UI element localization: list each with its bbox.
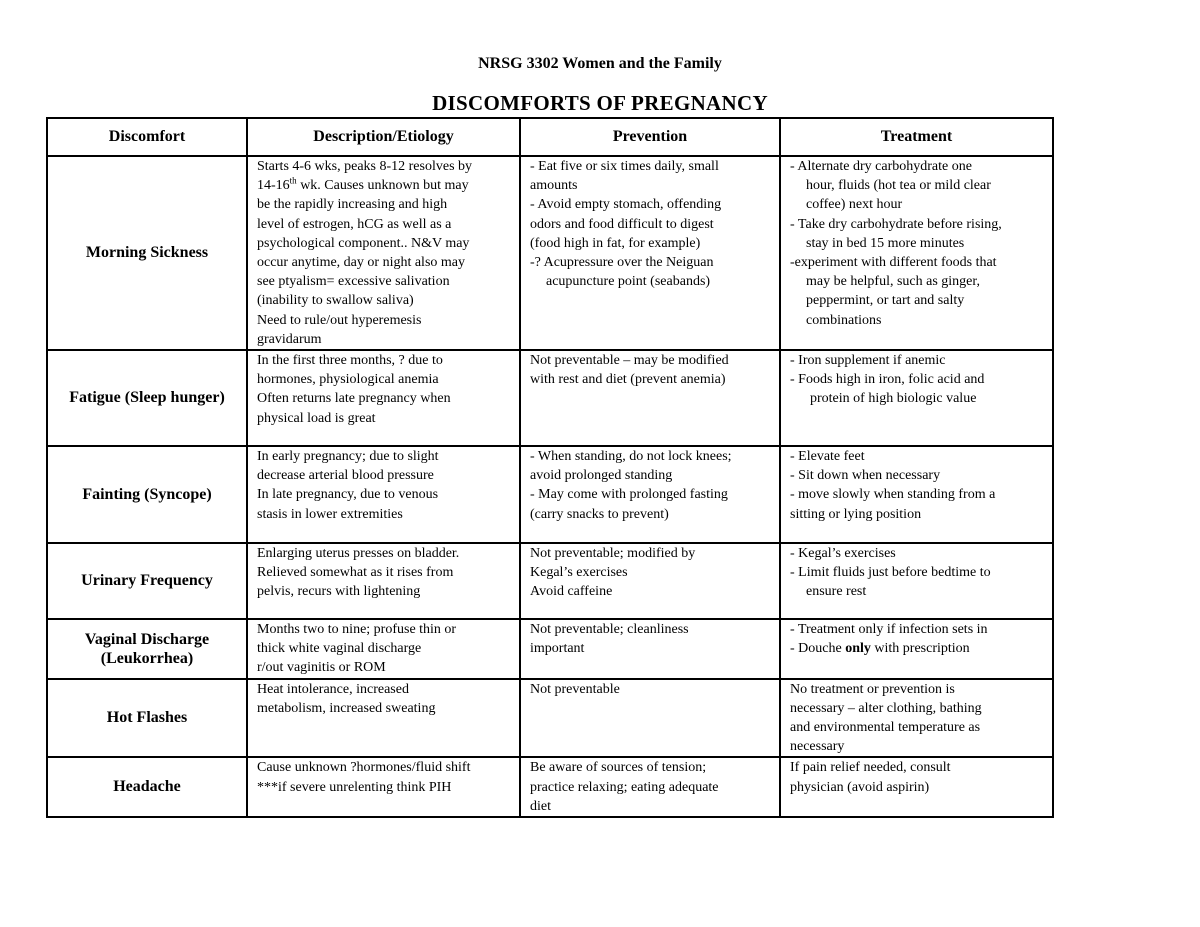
table-row (47, 350, 1053, 446)
prevention-cell (520, 679, 780, 758)
course-title: NRSG 3302 Women and the Family (478, 55, 722, 72)
cell-line: necessary (790, 739, 845, 755)
treatment-cell (780, 619, 1053, 679)
cell-line: acupuncture point (seabands) (546, 274, 711, 290)
discomfort-line: (Leukorrhea) (100, 649, 194, 667)
cell-line: - Douche only with prescription (790, 641, 970, 657)
cell-line: gravidarum (257, 331, 322, 347)
cell-line: hour, fluids (hot tea or mild clear (806, 178, 991, 194)
discomfort-line: Vaginal Discharge (84, 630, 210, 648)
description-cell (247, 619, 520, 679)
column-header: Treatment (780, 118, 1053, 156)
cell-line: protein of high biologic value (810, 391, 977, 407)
discomfort-cell: Morning Sickness (47, 156, 247, 350)
cell-line: (food high in fat, for example) (530, 235, 701, 251)
cell-line: Enlarging uterus presses on bladder. (257, 546, 460, 562)
cell-line: with rest and diet (prevent anemia) (530, 372, 726, 388)
discomfort-cell (47, 619, 247, 679)
cell-line: coffee) next hour (806, 197, 903, 213)
cell-line: physical load is great (257, 410, 376, 426)
cell-line: - Elevate feet (790, 449, 865, 465)
cell-line: metabolism, increased sweating (257, 700, 436, 716)
discomforts-table (46, 117, 1054, 818)
cell-line: In late pregnancy, due to venous (257, 487, 439, 503)
column-header: Prevention (520, 118, 780, 156)
cell-line: In the first three months, ? due to (257, 353, 443, 369)
cell-line: Heat intolerance, increased (257, 681, 409, 697)
cell-line: stay in bed 15 more minutes (806, 235, 965, 251)
cell-line: sitting or lying position (790, 506, 922, 522)
cell-line: ensure rest (806, 584, 867, 600)
cell-line: amounts (530, 178, 578, 194)
treatment-cell (780, 446, 1053, 543)
cell-line: be the rapidly increasing and high (257, 197, 448, 213)
cell-line: pelvis, recurs with lightening (257, 584, 421, 600)
cell-line: 14-16th wk. Causes unknown but may (257, 175, 469, 194)
prevention-cell (520, 619, 780, 679)
prevention-cell (520, 446, 780, 543)
cell-line: practice relaxing; eating adequate (530, 779, 719, 795)
table-row (47, 619, 1053, 679)
prevention-cell (520, 543, 780, 619)
description-cell (247, 757, 520, 817)
cell-line: Not preventable – may be modified (530, 353, 729, 369)
prevention-cell (520, 350, 780, 446)
table-header-row (47, 118, 1053, 156)
cell-line: necessary – alter clothing, bathing (790, 700, 982, 716)
cell-line: and environmental temperature as (790, 720, 981, 736)
treatment-cell (780, 679, 1053, 758)
cell-line: - When standing, do not lock knees; (530, 449, 732, 465)
cell-line: hormones, physiological anemia (257, 372, 439, 388)
cell-line: - Eat five or six times daily, small (530, 159, 719, 174)
cell-line: Often returns late pregnancy when (257, 391, 451, 407)
cell-line: If pain relief needed, consult (790, 760, 951, 776)
description-cell (247, 350, 520, 446)
cell-line: avoid prolonged standing (530, 468, 673, 484)
cell-line: - Treatment only if infection sets in (790, 622, 988, 638)
cell-line: - move slowly when standing from a (790, 487, 996, 503)
cell-line: see ptyalism= excessive salivation (257, 274, 450, 290)
cell-line: No treatment or prevention is (790, 681, 955, 697)
discomfort-cell: Fainting (Syncope) (47, 446, 247, 543)
cell-line: (inability to swallow saliva) (257, 293, 414, 309)
table-row (47, 156, 1053, 350)
cell-line: occur anytime, day or night also may (257, 255, 465, 271)
column-header: Description/Etiology (247, 118, 520, 156)
cell-line: In early pregnancy; due to slight (257, 449, 439, 465)
cell-line: Not preventable (530, 681, 620, 697)
cell-line: Relieved somewhat as it rises from (257, 565, 454, 581)
cell-line: level of estrogen, hCG as well as a (257, 216, 452, 232)
treatment-cell (780, 543, 1053, 619)
cell-line: - Kegal’s exercises (790, 546, 896, 562)
cell-line: Need to rule/out hyperemesis (257, 312, 422, 328)
cell-line: physician (avoid aspirin) (790, 779, 930, 795)
prevention-cell (520, 156, 780, 350)
cell-line: Cause unknown ?hormones/fluid shift (257, 760, 471, 776)
cell-line: Kegal’s exercises (530, 565, 628, 581)
cell-line: odors and food difficult to digest (530, 216, 714, 232)
cell-line: - Limit fluids just before bedtime to (790, 565, 991, 581)
cell-line: - Take dry carbohydrate before rising, (790, 216, 1002, 232)
cell-line: r/out vaginitis or ROM (257, 660, 386, 676)
treatment-cell (780, 350, 1053, 446)
treatment-cell (780, 156, 1053, 350)
cell-line: Avoid caffeine (530, 584, 613, 600)
cell-line: combinations (806, 312, 882, 328)
table-row (47, 757, 1053, 817)
cell-line: Be aware of sources of tension; (530, 760, 707, 776)
cell-line: Months two to nine; profuse thin or (257, 622, 457, 638)
table-row (47, 679, 1053, 758)
cell-line: (carry snacks to prevent) (530, 506, 669, 522)
cell-line: -? Acupressure over the Neiguan (530, 255, 714, 271)
cell-line: - Sit down when necessary (790, 468, 941, 484)
column-header: Discomfort (47, 118, 247, 156)
cell-line: Not preventable; cleanliness (530, 622, 689, 638)
cell-line: -experiment with different foods that (790, 255, 997, 271)
cell-line: psychological component.. N&V may (257, 235, 470, 251)
discomfort-cell: Headache (47, 757, 247, 817)
cell-line: ***if severe unrelenting think PIH (257, 779, 452, 795)
description-cell (247, 679, 520, 758)
cell-line: - May come with prolonged fasting (530, 487, 728, 503)
page-title: DISCOMFORTS OF PREGNANCY (432, 91, 768, 115)
description-cell (247, 446, 520, 543)
discomfort-cell: Fatigue (Sleep hunger) (47, 350, 247, 446)
description-cell (247, 543, 520, 619)
table-row (47, 543, 1053, 619)
cell-line: thick white vaginal discharge (257, 641, 422, 657)
cell-line: peppermint, or tart and salty (806, 293, 965, 309)
cell-line: important (530, 641, 585, 657)
cell-line: - Iron supplement if anemic (790, 353, 946, 369)
cell-line: Not preventable; modified by (530, 546, 696, 562)
cell-line: - Alternate dry carbohydrate one (790, 159, 972, 174)
table-row (47, 446, 1053, 543)
cell-line: may be helpful, such as ginger, (806, 274, 981, 290)
treatment-cell (780, 757, 1053, 817)
cell-line: stasis in lower extremities (257, 506, 403, 522)
discomfort-cell: Hot Flashes (47, 679, 247, 758)
cell-line: Starts 4-6 wks, peaks 8-12 resolves by (257, 159, 473, 174)
cell-line: decrease arterial blood pressure (257, 468, 434, 484)
discomfort-cell: Urinary Frequency (47, 543, 247, 619)
prevention-cell (520, 757, 780, 817)
cell-line: - Foods high in iron, folic acid and (790, 372, 985, 388)
description-cell (247, 156, 520, 350)
cell-line: - Avoid empty stomach, offending (530, 197, 722, 213)
cell-line: diet (530, 798, 551, 814)
